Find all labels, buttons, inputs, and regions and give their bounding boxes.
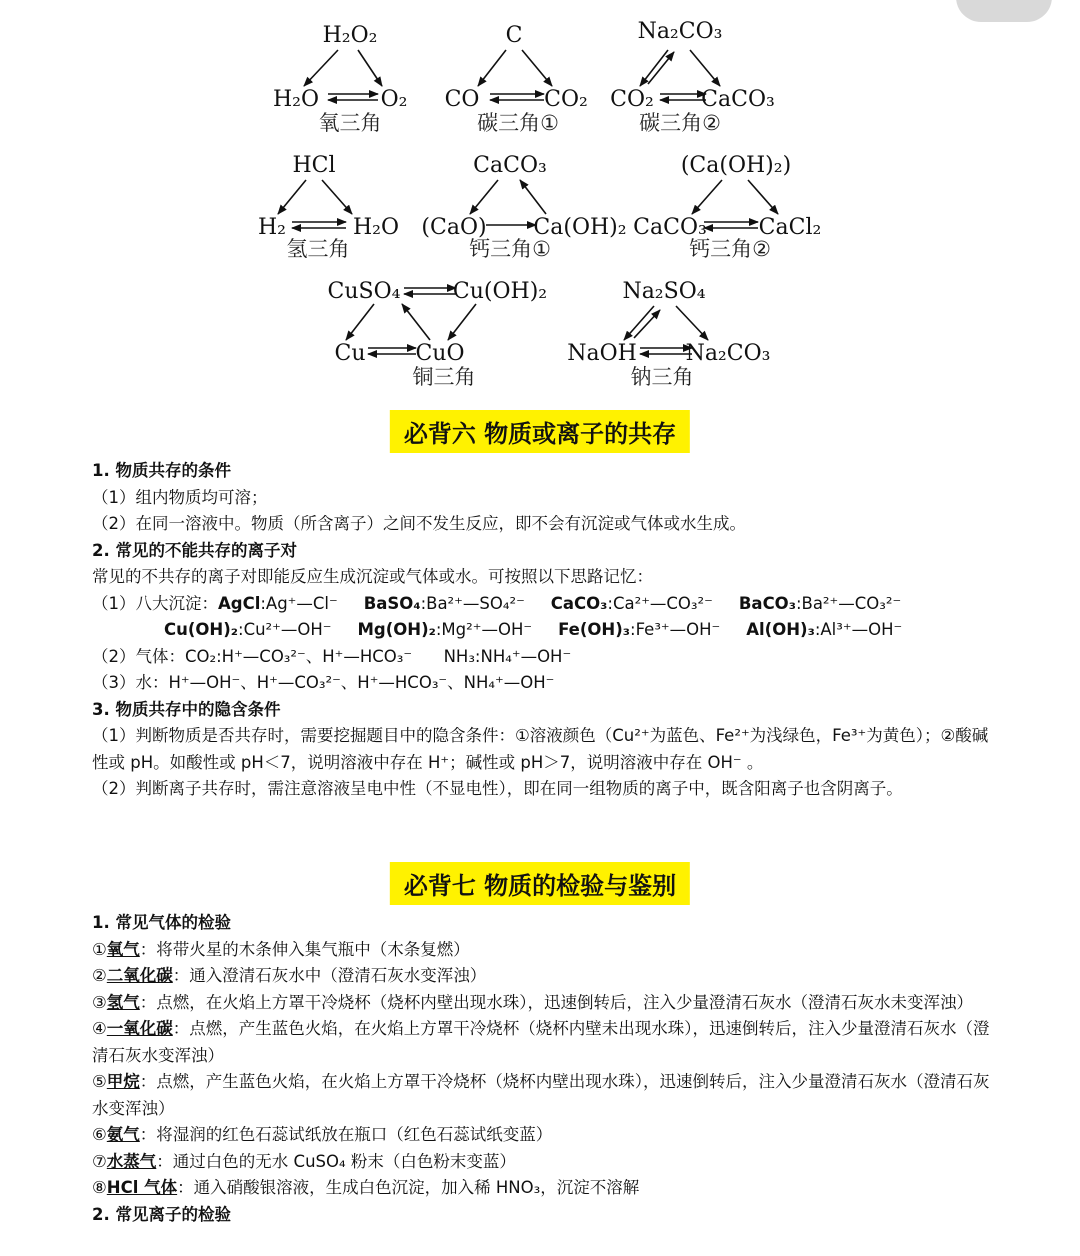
precip-formula: Fe(OH)₃ [558, 620, 631, 639]
item-number: ① [92, 939, 107, 959]
gas-name: 氧气 [106, 939, 140, 959]
arrow [522, 50, 552, 86]
gas-test-text: ：通过白色的无水 CuSO₄ 粉末（白色粉末变蓝） [156, 1151, 516, 1171]
calcium1-right-label: Ca(OH)₂ [533, 215, 627, 240]
carbon1-right-label: CO₂ [544, 87, 588, 112]
precip-ions: :Ca²⁺—CO₃²⁻ [607, 593, 713, 613]
arrow [470, 180, 498, 214]
carbon2-right-label: CaCO₃ [701, 87, 775, 112]
section6-line: （1）组内物质均可溶； [92, 487, 268, 507]
gas-test-text: ：点燃，产生蓝色火焰，在火焰上方罩干冷烧杯（烧杯内壁未出现水珠），迅速倒转后，注入少量澄清石灰水（澄清石灰水变浑浊） [92, 1019, 990, 1065]
gas-line: （2）气体：CO₂:H⁺—CO₃²⁻、H⁺—HCO₃⁻ NH₃:NH₄⁺—OH⁻ [92, 646, 572, 666]
section6-heading-3: 3. 物质共存中的隐含条件 [92, 699, 281, 719]
gas-test-item [92, 1016, 996, 1069]
gas-test-text: ：点燃，产生蓝色火焰，在火焰上方罩干冷烧杯（烧杯内壁出现水珠），迅速倒转后，注入少量澄清石灰水（澄清石灰水变浑浊） [92, 1072, 990, 1118]
sodium-caption: 钠三角 [630, 365, 694, 389]
arrow [478, 50, 506, 86]
gas-name: 一氧化碳 [106, 1019, 173, 1038]
gas-test-text: ：点燃，在火焰上方罩干冷烧杯（烧杯内壁出现水珠），迅速倒转后，注入少量澄清石灰水（澄清石灰水未变浑浊） [139, 992, 974, 1012]
hydrogen-left-label: H₂ [257, 215, 287, 240]
gas-name: 甲烷 [106, 1072, 140, 1091]
arrow [346, 304, 374, 340]
sodium-left-label: NaOH [567, 341, 637, 366]
gas-test-item [92, 1149, 996, 1176]
section6-title-banner: 必背六 物质或离子的共存 [390, 410, 690, 453]
section7-heading-2: 2. 常见离子的检验 [92, 1204, 231, 1224]
hydrogen-top-label: HCl [292, 153, 336, 178]
carbon2-caption: 碳三角② [639, 111, 721, 135]
triangle-diagrams [0, 0, 1080, 400]
calcium2-caption: 钙三角② [689, 237, 771, 261]
carbon2-left-label: CO₂ [610, 87, 654, 112]
section7-title-banner: 必背七 物质的检验与鉴别 [390, 862, 690, 905]
section7-heading-1: 1. 常见气体的检验 [92, 913, 231, 932]
item-number: ⑧ [92, 1178, 107, 1197]
sodium-right-label: Na₂CO₃ [685, 341, 771, 366]
precip-ions: :Ag⁺—Cl⁻ [260, 593, 338, 613]
item-number: ⑥ [92, 1125, 107, 1144]
sodium-top-label: Na₂SO₄ [622, 279, 706, 304]
carbon2-top-label: Na₂CO₃ [637, 19, 723, 44]
precip-ions: :Cu²⁺—OH⁻ [238, 620, 332, 639]
gas-name: 二氧化碳 [106, 966, 173, 985]
arrow [676, 306, 708, 340]
precip-formula: Cu(OH)₂ [164, 620, 239, 639]
arrow [624, 306, 654, 340]
calcium1-caption: 钙三角① [469, 237, 551, 261]
arrow [520, 180, 546, 214]
carbon1-caption: 碳三角① [477, 111, 559, 135]
calcium2-top-label: (Ca(OH)₂) [680, 153, 792, 178]
item-number: ⑦ [92, 1151, 107, 1171]
gas-name: 氢气 [106, 992, 140, 1012]
carbon1-left-label: CO [444, 87, 480, 112]
copper-left-label: Cu [334, 341, 366, 366]
gas-test-text: ：将带火星的木条伸入集气瓶中（木条复燃） [139, 939, 470, 959]
section6-line: （2）在同一溶液中。物质（所含离子）之间不发生反应，即不会有沉淀或气体或水生成。 [92, 514, 746, 533]
arrow [304, 50, 338, 86]
section6-body [92, 458, 996, 803]
oxygen-left-label: H₂O [272, 87, 320, 112]
calcium2-left-label: CaCO₃ [633, 215, 707, 240]
gas-name: HCl 气体 [106, 1178, 178, 1197]
gas-test-text: ：将湿润的红色石蕊试纸放在瓶口（红色石蕊试纸变蓝） [139, 1125, 553, 1144]
arrow [402, 304, 430, 340]
precipitates-row-2 [92, 617, 996, 644]
gas-test-text: ：通入澄清石灰水中（澄清石灰水变浑浊） [172, 966, 487, 985]
gas-test-item [92, 990, 996, 1017]
arrow [278, 180, 306, 214]
diagrams-svg [0, 0, 1080, 400]
gas-test-item [92, 1122, 996, 1149]
precip-formula: BaSO₄ [363, 593, 421, 613]
calcium2-right-label: CaCl₂ [758, 215, 822, 240]
precip-formula: CaCO₃ [550, 593, 608, 613]
copper-top-right-label: Cu(OH)₂ [452, 279, 548, 304]
section6-line: 常见的不共存的离子对即能反应生成沉淀或气体或水。可按照以下思路记忆： [92, 567, 653, 586]
calcium1-top-label: CaCO₃ [473, 153, 547, 178]
water-line: （3）水：H⁺—OH⁻、H⁺—CO₃²⁻、H⁺—HCO₃⁻、NH₄⁺—OH⁻ [92, 673, 555, 692]
arrow [648, 52, 674, 84]
item-number: ③ [92, 992, 107, 1012]
precip-formula: BaCO₃ [738, 593, 796, 613]
calcium1-left-label: (CaO) [421, 215, 487, 240]
precip-ions: :Fe³⁺—OH⁻ [630, 620, 721, 639]
hydrogen-right-label: H₂O [352, 215, 400, 240]
gas-name: 氨气 [106, 1125, 140, 1144]
precip-prefix: （1）八大沉淀： [92, 593, 218, 613]
gas-name: 水蒸气 [106, 1151, 157, 1171]
section6-paragraph: （2）判断离子共存时，需注意溶液呈电中性（不显电性），即在同一组物质的离子中，既含阳离子也含阴离子。 [92, 779, 903, 798]
precip-ions: :Ba²⁺—SO₄²⁻ [420, 593, 525, 613]
hydrogen-caption: 氢三角 [286, 237, 350, 261]
gas-test-item [92, 937, 996, 964]
gas-test-item [92, 1175, 996, 1202]
arrow [690, 50, 720, 86]
arrow [322, 180, 352, 214]
arrow [748, 180, 778, 214]
arrow [640, 50, 668, 86]
item-number: ⑤ [92, 1072, 107, 1091]
precip-ions: :Al³⁺—OH⁻ [814, 620, 903, 639]
gas-test-text: ：通入硝酸银溶液，生成白色沉淀，加入稀 HNO₃，沉淀不溶解 [177, 1178, 640, 1197]
gas-test-item [92, 1069, 996, 1122]
copper-top-left-label: CuSO₄ [327, 279, 401, 304]
arrow [692, 180, 722, 214]
precip-ions: :Mg²⁺—OH⁻ [435, 620, 533, 639]
gas-test-item [92, 963, 996, 990]
copper-caption: 铜三角 [412, 365, 476, 389]
section6-heading-2: 2. 常见的不能共存的离子对 [92, 540, 297, 560]
section6-heading-1: 1. 物质共存的条件 [92, 461, 231, 480]
carbon1-top-label: C [505, 23, 523, 48]
section6-paragraph: （1）判断物质是否共存时，需要挖掘题目中的隐含条件：①溶液颜色（Cu²⁺为蓝色、Fe²⁺为浅绿色，Fe³⁺为黄色）；②酸碱性或 pH。如酸性或 pH＜7，说明溶液中存在 H⁺；碱性或 pH＞7，说明溶液中存在 OH⁻ 。 [92, 726, 989, 772]
item-number: ④ [92, 1019, 107, 1038]
precip-ions: :Ba²⁺—CO₃²⁻ [795, 593, 902, 613]
oxygen-caption: 氧三角 [318, 111, 382, 135]
copper-right-label: CuO [415, 341, 465, 366]
section7-body [92, 910, 996, 1228]
arrow [358, 50, 382, 86]
precip-formula: Al(OH)₃ [746, 620, 815, 639]
precip-formula: AgCl [218, 593, 261, 613]
oxygen-top-label: H₂O₂ [322, 23, 378, 48]
arrow [448, 304, 476, 340]
item-number: ② [92, 966, 107, 985]
oxygen-right-label: O₂ [380, 87, 408, 112]
precipitates-row-1 [92, 591, 996, 618]
precip-formula: Mg(OH)₂ [357, 620, 436, 639]
